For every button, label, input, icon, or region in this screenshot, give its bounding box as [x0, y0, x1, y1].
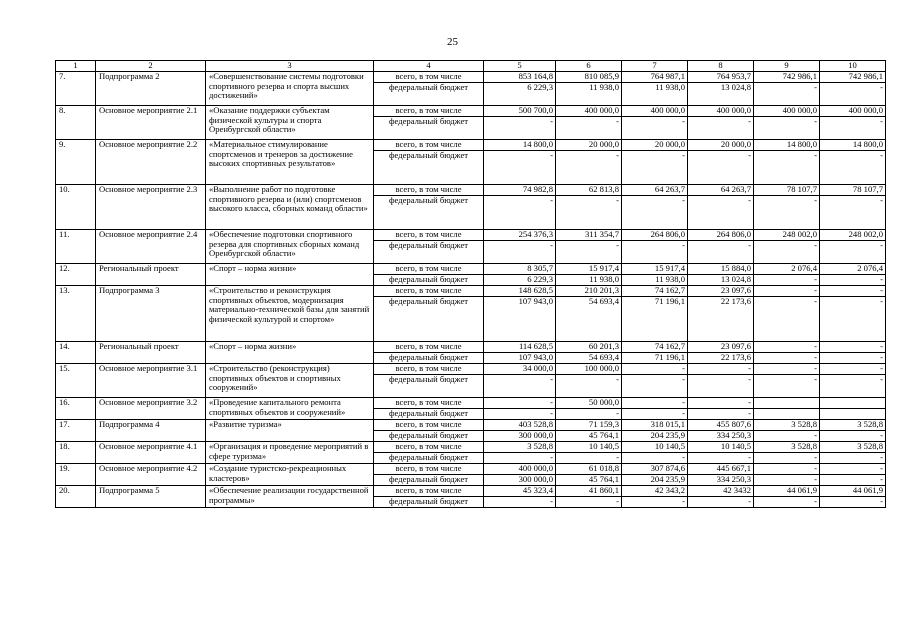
federal-amount-cell: - — [622, 375, 688, 398]
program-name: Региональный проект — [96, 264, 206, 286]
row-number: 14. — [56, 342, 96, 364]
federal-amount-cell: 54 693,4 — [556, 297, 622, 342]
federal-amount-cell: - — [820, 353, 886, 364]
total-amount-cell: 254 376,3 — [484, 230, 556, 241]
program-name: Региональный проект — [96, 342, 206, 364]
funding-source-federal: федеральный бюджет — [374, 431, 484, 442]
total-amount-cell: 318 015,1 — [622, 420, 688, 431]
federal-amount-cell: 107 943,0 — [484, 353, 556, 364]
row-number: 8. — [56, 106, 96, 140]
federal-amount-cell: - — [622, 117, 688, 140]
federal-amount-cell: - — [820, 297, 886, 342]
program-title: «Создание туристско-рекреационных кластеров» — [206, 464, 374, 486]
total-amount-cell: 14 800,0 — [484, 140, 556, 151]
federal-amount-cell: - — [688, 497, 754, 508]
total-amount-cell: 62 813,8 — [556, 185, 622, 196]
total-amount-cell: 14 800,0 — [754, 140, 820, 151]
total-amount-cell: 8 305,7 — [484, 264, 556, 275]
total-amount-cell: 74 162,7 — [622, 286, 688, 297]
program-name: Подпрограмма 5 — [96, 486, 206, 508]
row-number: 9. — [56, 140, 96, 185]
total-amount-cell: 248 002,0 — [820, 230, 886, 241]
total-amount-cell: - — [622, 398, 688, 409]
federal-amount-cell: - — [556, 497, 622, 508]
total-amount-cell: 42 343,2 — [622, 486, 688, 497]
table-row — [56, 286, 886, 297]
total-amount-cell: - — [688, 398, 754, 409]
total-amount-cell: 455 807,6 — [688, 420, 754, 431]
total-amount-cell: 10 140,5 — [688, 442, 754, 453]
program-name: Подпрограмма 4 — [96, 420, 206, 442]
federal-amount-cell: - — [688, 196, 754, 230]
federal-amount-cell: 107 943,0 — [484, 297, 556, 342]
table-row — [56, 264, 886, 275]
funding-source-total: всего, в том числе — [374, 140, 484, 151]
federal-amount-cell: - — [754, 475, 820, 486]
total-amount-cell: 23 097,6 — [688, 286, 754, 297]
program-title: «Обеспечение подготовки спортивного резерва для спортивных сборных команд Оренбургской области» — [206, 230, 374, 264]
federal-amount-cell: - — [556, 241, 622, 264]
total-amount-cell: 307 874,6 — [622, 464, 688, 475]
table-row — [56, 364, 886, 375]
table-row — [56, 106, 886, 117]
total-amount-cell: 23 097,6 — [688, 342, 754, 353]
funding-source-total: всего, в том числе — [374, 230, 484, 241]
total-amount-cell: - — [754, 364, 820, 375]
federal-amount-cell: 13 024,8 — [688, 275, 754, 286]
funding-source-total: всего, в том числе — [374, 72, 484, 83]
program-name: Подпрограмма 2 — [96, 72, 206, 106]
program-name: Основное мероприятие 3.1 — [96, 364, 206, 398]
federal-amount-cell: - — [754, 196, 820, 230]
funding-source-federal: федеральный бюджет — [374, 275, 484, 286]
table-row — [56, 398, 886, 409]
total-amount-cell: 41 860,1 — [556, 486, 622, 497]
table-row — [56, 230, 886, 241]
total-amount-cell: 64 263,7 — [622, 185, 688, 196]
total-amount-cell: 100 000,0 — [556, 364, 622, 375]
federal-amount-cell: - — [556, 151, 622, 185]
column-number-cell: 10 — [820, 61, 886, 72]
federal-amount-cell: 22 173,6 — [688, 353, 754, 364]
federal-amount-cell: 22 173,6 — [688, 297, 754, 342]
total-amount-cell: 50 000,0 — [556, 398, 622, 409]
column-number-cell: 2 — [96, 61, 206, 72]
total-amount-cell: 400 000,0 — [688, 106, 754, 117]
federal-amount-cell: - — [688, 375, 754, 398]
total-amount-cell: - — [484, 398, 556, 409]
program-title: «Спорт – норма жизни» — [206, 264, 374, 286]
row-number: 10. — [56, 185, 96, 230]
federal-amount-cell: - — [820, 241, 886, 264]
table-row — [56, 185, 886, 196]
total-amount-cell: 45 323,4 — [484, 486, 556, 497]
federal-amount-cell: - — [556, 453, 622, 464]
federal-amount-cell: - — [754, 497, 820, 508]
program-name: Подпрограмма 3 — [96, 286, 206, 342]
table-row — [56, 342, 886, 353]
total-amount-cell: 742 986,1 — [754, 72, 820, 83]
federal-amount-cell: 300 000,0 — [484, 475, 556, 486]
funding-source-total: всего, в том числе — [374, 420, 484, 431]
total-amount-cell: 10 140,5 — [556, 442, 622, 453]
total-amount-cell: 60 201,3 — [556, 342, 622, 353]
total-amount-cell: 3 528,8 — [754, 420, 820, 431]
funding-source-federal: федеральный бюджет — [374, 375, 484, 398]
row-number: 20. — [56, 486, 96, 508]
total-amount-cell: 42 3432 — [688, 486, 754, 497]
total-amount-cell: 15 884,0 — [688, 264, 754, 275]
program-title: «Материальное стимулирование спортсменов и тренеров за достижение высоких спортивных результатов» — [206, 140, 374, 185]
table-row — [56, 420, 886, 431]
program-name: Основное мероприятие 4.1 — [96, 442, 206, 464]
federal-amount-cell: 71 196,1 — [622, 297, 688, 342]
federal-amount-cell: - — [754, 353, 820, 364]
federal-amount-cell: 45 764,1 — [556, 431, 622, 442]
column-number-cell: 8 — [688, 61, 754, 72]
total-amount-cell: 853 164,8 — [484, 72, 556, 83]
federal-amount-cell: - — [484, 497, 556, 508]
total-amount-cell: 3 528,8 — [820, 420, 886, 431]
row-number: 12. — [56, 264, 96, 286]
funding-source-total: всего, в том числе — [374, 464, 484, 475]
federal-amount-cell: - — [556, 375, 622, 398]
total-amount-cell: 264 806,0 — [622, 230, 688, 241]
column-number-cell: 3 — [206, 61, 374, 72]
federal-amount-cell: 6 229,3 — [484, 275, 556, 286]
federal-amount-cell: - — [754, 453, 820, 464]
federal-amount-cell: 11 938,0 — [622, 275, 688, 286]
total-amount-cell: 74 982,8 — [484, 185, 556, 196]
federal-amount-cell: - — [754, 275, 820, 286]
total-amount-cell: 403 528,8 — [484, 420, 556, 431]
table-body — [56, 61, 886, 508]
federal-amount-cell: - — [820, 375, 886, 398]
funding-source-federal: федеральный бюджет — [374, 297, 484, 342]
total-amount-cell — [754, 398, 820, 409]
funding-source-total: всего, в том числе — [374, 486, 484, 497]
federal-amount-cell: - — [484, 117, 556, 140]
total-amount-cell: 742 986,1 — [820, 72, 886, 83]
federal-amount-cell: 334 250,3 — [688, 431, 754, 442]
funding-source-federal: федеральный бюджет — [374, 497, 484, 508]
federal-amount-cell: - — [484, 453, 556, 464]
federal-amount-cell: - — [484, 375, 556, 398]
program-name: Основное мероприятие 2.1 — [96, 106, 206, 140]
row-number: 18. — [56, 442, 96, 464]
program-name: Основное мероприятие 2.4 — [96, 230, 206, 264]
funding-source-total: всего, в том числе — [374, 364, 484, 375]
row-number: 13. — [56, 286, 96, 342]
federal-amount-cell: - — [622, 151, 688, 185]
total-amount-cell: 264 806,0 — [688, 230, 754, 241]
federal-amount-cell: 45 764,1 — [556, 475, 622, 486]
total-amount-cell: - — [688, 364, 754, 375]
federal-amount-cell: - — [622, 196, 688, 230]
federal-amount-cell: 204 235,9 — [622, 475, 688, 486]
funding-source-total: всего, в том числе — [374, 106, 484, 117]
federal-amount-cell: 11 938,0 — [622, 83, 688, 106]
federal-amount-cell: - — [754, 241, 820, 264]
total-amount-cell: 14 800,0 — [820, 140, 886, 151]
federal-amount-cell: 13 024,8 — [688, 83, 754, 106]
table-row — [56, 72, 886, 83]
total-amount-cell: 764 953,7 — [688, 72, 754, 83]
total-amount-cell: - — [754, 464, 820, 475]
funding-source-total: всего, в том числе — [374, 185, 484, 196]
total-amount-cell: 248 002,0 — [754, 230, 820, 241]
federal-amount-cell: 54 693,4 — [556, 353, 622, 364]
federal-amount-cell: 11 938,0 — [556, 275, 622, 286]
federal-amount-cell: - — [754, 431, 820, 442]
program-title: «Строительство и реконструкция спортивных объектов, модернизация материально-технической базы для занятий физической культурой и спортом» — [206, 286, 374, 342]
federal-amount-cell: - — [484, 241, 556, 264]
column-number-cell: 5 — [484, 61, 556, 72]
table-row — [56, 486, 886, 497]
federal-amount-cell: - — [820, 475, 886, 486]
total-amount-cell: 400 000,0 — [820, 106, 886, 117]
funding-source-federal: федеральный бюджет — [374, 409, 484, 420]
total-amount-cell: 44 061,9 — [754, 486, 820, 497]
total-amount-cell: 15 917,4 — [622, 264, 688, 275]
total-amount-cell: - — [820, 286, 886, 297]
federal-amount-cell: - — [622, 453, 688, 464]
federal-amount-cell: - — [688, 117, 754, 140]
federal-amount-cell: 6 229,3 — [484, 83, 556, 106]
federal-amount-cell: - — [688, 241, 754, 264]
program-title: «Организация и проведение мероприятий в сфере туризма» — [206, 442, 374, 464]
funding-source-federal: федеральный бюджет — [374, 151, 484, 185]
program-title: «Развитие туризма» — [206, 420, 374, 442]
total-amount-cell: - — [820, 342, 886, 353]
total-amount-cell: 210 201,3 — [556, 286, 622, 297]
total-amount-cell: 3 528,8 — [820, 442, 886, 453]
funding-source-federal: федеральный бюджет — [374, 196, 484, 230]
federal-amount-cell: - — [820, 275, 886, 286]
total-amount-cell: 15 917,4 — [556, 264, 622, 275]
program-title: «Строительство (реконструкция) спортивных объектов и спортивных сооружений» — [206, 364, 374, 398]
row-number: 16. — [56, 398, 96, 420]
program-title: «Совершенствование системы подготовки спортивного резерва и спорта высших достижений» — [206, 72, 374, 106]
total-amount-cell: 114 628,5 — [484, 342, 556, 353]
total-amount-cell: 445 667,1 — [688, 464, 754, 475]
total-amount-cell: 148 628,5 — [484, 286, 556, 297]
total-amount-cell: 20 000,0 — [556, 140, 622, 151]
total-amount-cell: 10 140,5 — [622, 442, 688, 453]
total-amount-cell: 3 528,8 — [754, 442, 820, 453]
federal-amount-cell: 334 250,3 — [688, 475, 754, 486]
federal-amount-cell: - — [820, 431, 886, 442]
federal-amount-cell: - — [484, 151, 556, 185]
total-amount-cell: 78 107,7 — [754, 185, 820, 196]
program-name: Основное мероприятие 3.2 — [96, 398, 206, 420]
total-amount-cell: 764 987,1 — [622, 72, 688, 83]
federal-amount-cell: - — [622, 241, 688, 264]
federal-amount-cell: - — [556, 196, 622, 230]
row-number: 7. — [56, 72, 96, 106]
row-number: 15. — [56, 364, 96, 398]
funding-source-total: всего, в том числе — [374, 286, 484, 297]
program-name: Основное мероприятие 4.2 — [96, 464, 206, 486]
federal-amount-cell — [820, 409, 886, 420]
column-number-cell: 4 — [374, 61, 484, 72]
federal-amount-cell: - — [622, 497, 688, 508]
federal-amount-cell: - — [820, 497, 886, 508]
total-amount-cell: 500 700,0 — [484, 106, 556, 117]
total-amount-cell: 3 528,8 — [484, 442, 556, 453]
column-number-cell: 9 — [754, 61, 820, 72]
table-row — [56, 464, 886, 475]
total-amount-cell: - — [754, 342, 820, 353]
total-amount-cell: 64 263,7 — [688, 185, 754, 196]
funding-source-total: всего, в том числе — [374, 442, 484, 453]
row-number: 19. — [56, 464, 96, 486]
federal-amount-cell: - — [754, 117, 820, 140]
total-amount-cell: 400 000,0 — [622, 106, 688, 117]
page-number: 25 — [447, 36, 458, 48]
total-amount-cell: 44 061,9 — [820, 486, 886, 497]
column-number-cell: 1 — [56, 61, 96, 72]
program-title: «Обеспечение реализации государственной программы» — [206, 486, 374, 508]
column-number-row — [56, 61, 886, 72]
program-name: Основное мероприятие 2.3 — [96, 185, 206, 230]
total-amount-cell: - — [754, 286, 820, 297]
funding-source-federal: федеральный бюджет — [374, 117, 484, 140]
federal-amount-cell: - — [688, 453, 754, 464]
federal-amount-cell: - — [556, 117, 622, 140]
row-number: 17. — [56, 420, 96, 442]
table-row — [56, 140, 886, 151]
funding-source-total: всего, в том числе — [374, 342, 484, 353]
federal-amount-cell: - — [688, 409, 754, 420]
total-amount-cell: 2 076,4 — [820, 264, 886, 275]
column-number-cell: 7 — [622, 61, 688, 72]
federal-amount-cell: 71 196,1 — [622, 353, 688, 364]
total-amount-cell: 20 000,0 — [688, 140, 754, 151]
budget-table — [55, 60, 886, 508]
total-amount-cell: 400 000,0 — [484, 464, 556, 475]
table-row — [56, 442, 886, 453]
federal-amount-cell: - — [484, 409, 556, 420]
program-name: Основное мероприятие 2.2 — [96, 140, 206, 185]
total-amount-cell — [820, 398, 886, 409]
program-title: «Оказание поддержки субъектам физической культуры и спорта Оренбургской области» — [206, 106, 374, 140]
federal-amount-cell: - — [820, 83, 886, 106]
funding-source-federal: федеральный бюджет — [374, 241, 484, 264]
federal-amount-cell — [754, 409, 820, 420]
federal-amount-cell: 300 000,0 — [484, 431, 556, 442]
total-amount-cell: - — [820, 364, 886, 375]
federal-amount-cell: - — [754, 83, 820, 106]
funding-source-total: всего, в том числе — [374, 264, 484, 275]
federal-amount-cell: - — [484, 196, 556, 230]
total-amount-cell: 71 159,3 — [556, 420, 622, 431]
federal-amount-cell: - — [820, 151, 886, 185]
program-title: «Выполнение работ по подготовке спортивного резерва и (или) спортсменов высокого класса, сборных команд области» — [206, 185, 374, 230]
total-amount-cell: 400 000,0 — [754, 106, 820, 117]
federal-amount-cell: - — [754, 375, 820, 398]
federal-amount-cell: - — [754, 151, 820, 185]
federal-amount-cell: - — [820, 453, 886, 464]
federal-amount-cell: - — [556, 409, 622, 420]
federal-amount-cell: - — [622, 409, 688, 420]
funding-source-federal: федеральный бюджет — [374, 475, 484, 486]
total-amount-cell: - — [622, 364, 688, 375]
federal-amount-cell: - — [754, 297, 820, 342]
program-title: «Проведение капитального ремонта спортивных объектов и сооружений» — [206, 398, 374, 420]
total-amount-cell: 400 000,0 — [556, 106, 622, 117]
funding-source-federal: федеральный бюджет — [374, 453, 484, 464]
total-amount-cell: 78 107,7 — [820, 185, 886, 196]
program-title: «Спорт – норма жизни» — [206, 342, 374, 364]
total-amount-cell: - — [820, 464, 886, 475]
federal-amount-cell: - — [820, 196, 886, 230]
total-amount-cell: 810 085,9 — [556, 72, 622, 83]
federal-amount-cell: 11 938,0 — [556, 83, 622, 106]
row-number: 11. — [56, 230, 96, 264]
federal-amount-cell: - — [820, 117, 886, 140]
total-amount-cell: 61 018,8 — [556, 464, 622, 475]
funding-source-total: всего, в том числе — [374, 398, 484, 409]
total-amount-cell: 34 000,0 — [484, 364, 556, 375]
federal-amount-cell: 204 235,9 — [622, 431, 688, 442]
total-amount-cell: 2 076,4 — [754, 264, 820, 275]
federal-amount-cell: - — [688, 151, 754, 185]
column-number-cell: 6 — [556, 61, 622, 72]
total-amount-cell: 20 000,0 — [622, 140, 688, 151]
funding-source-federal: федеральный бюджет — [374, 83, 484, 106]
funding-source-federal: федеральный бюджет — [374, 353, 484, 364]
total-amount-cell: 74 162,7 — [622, 342, 688, 353]
total-amount-cell: 311 354,7 — [556, 230, 622, 241]
